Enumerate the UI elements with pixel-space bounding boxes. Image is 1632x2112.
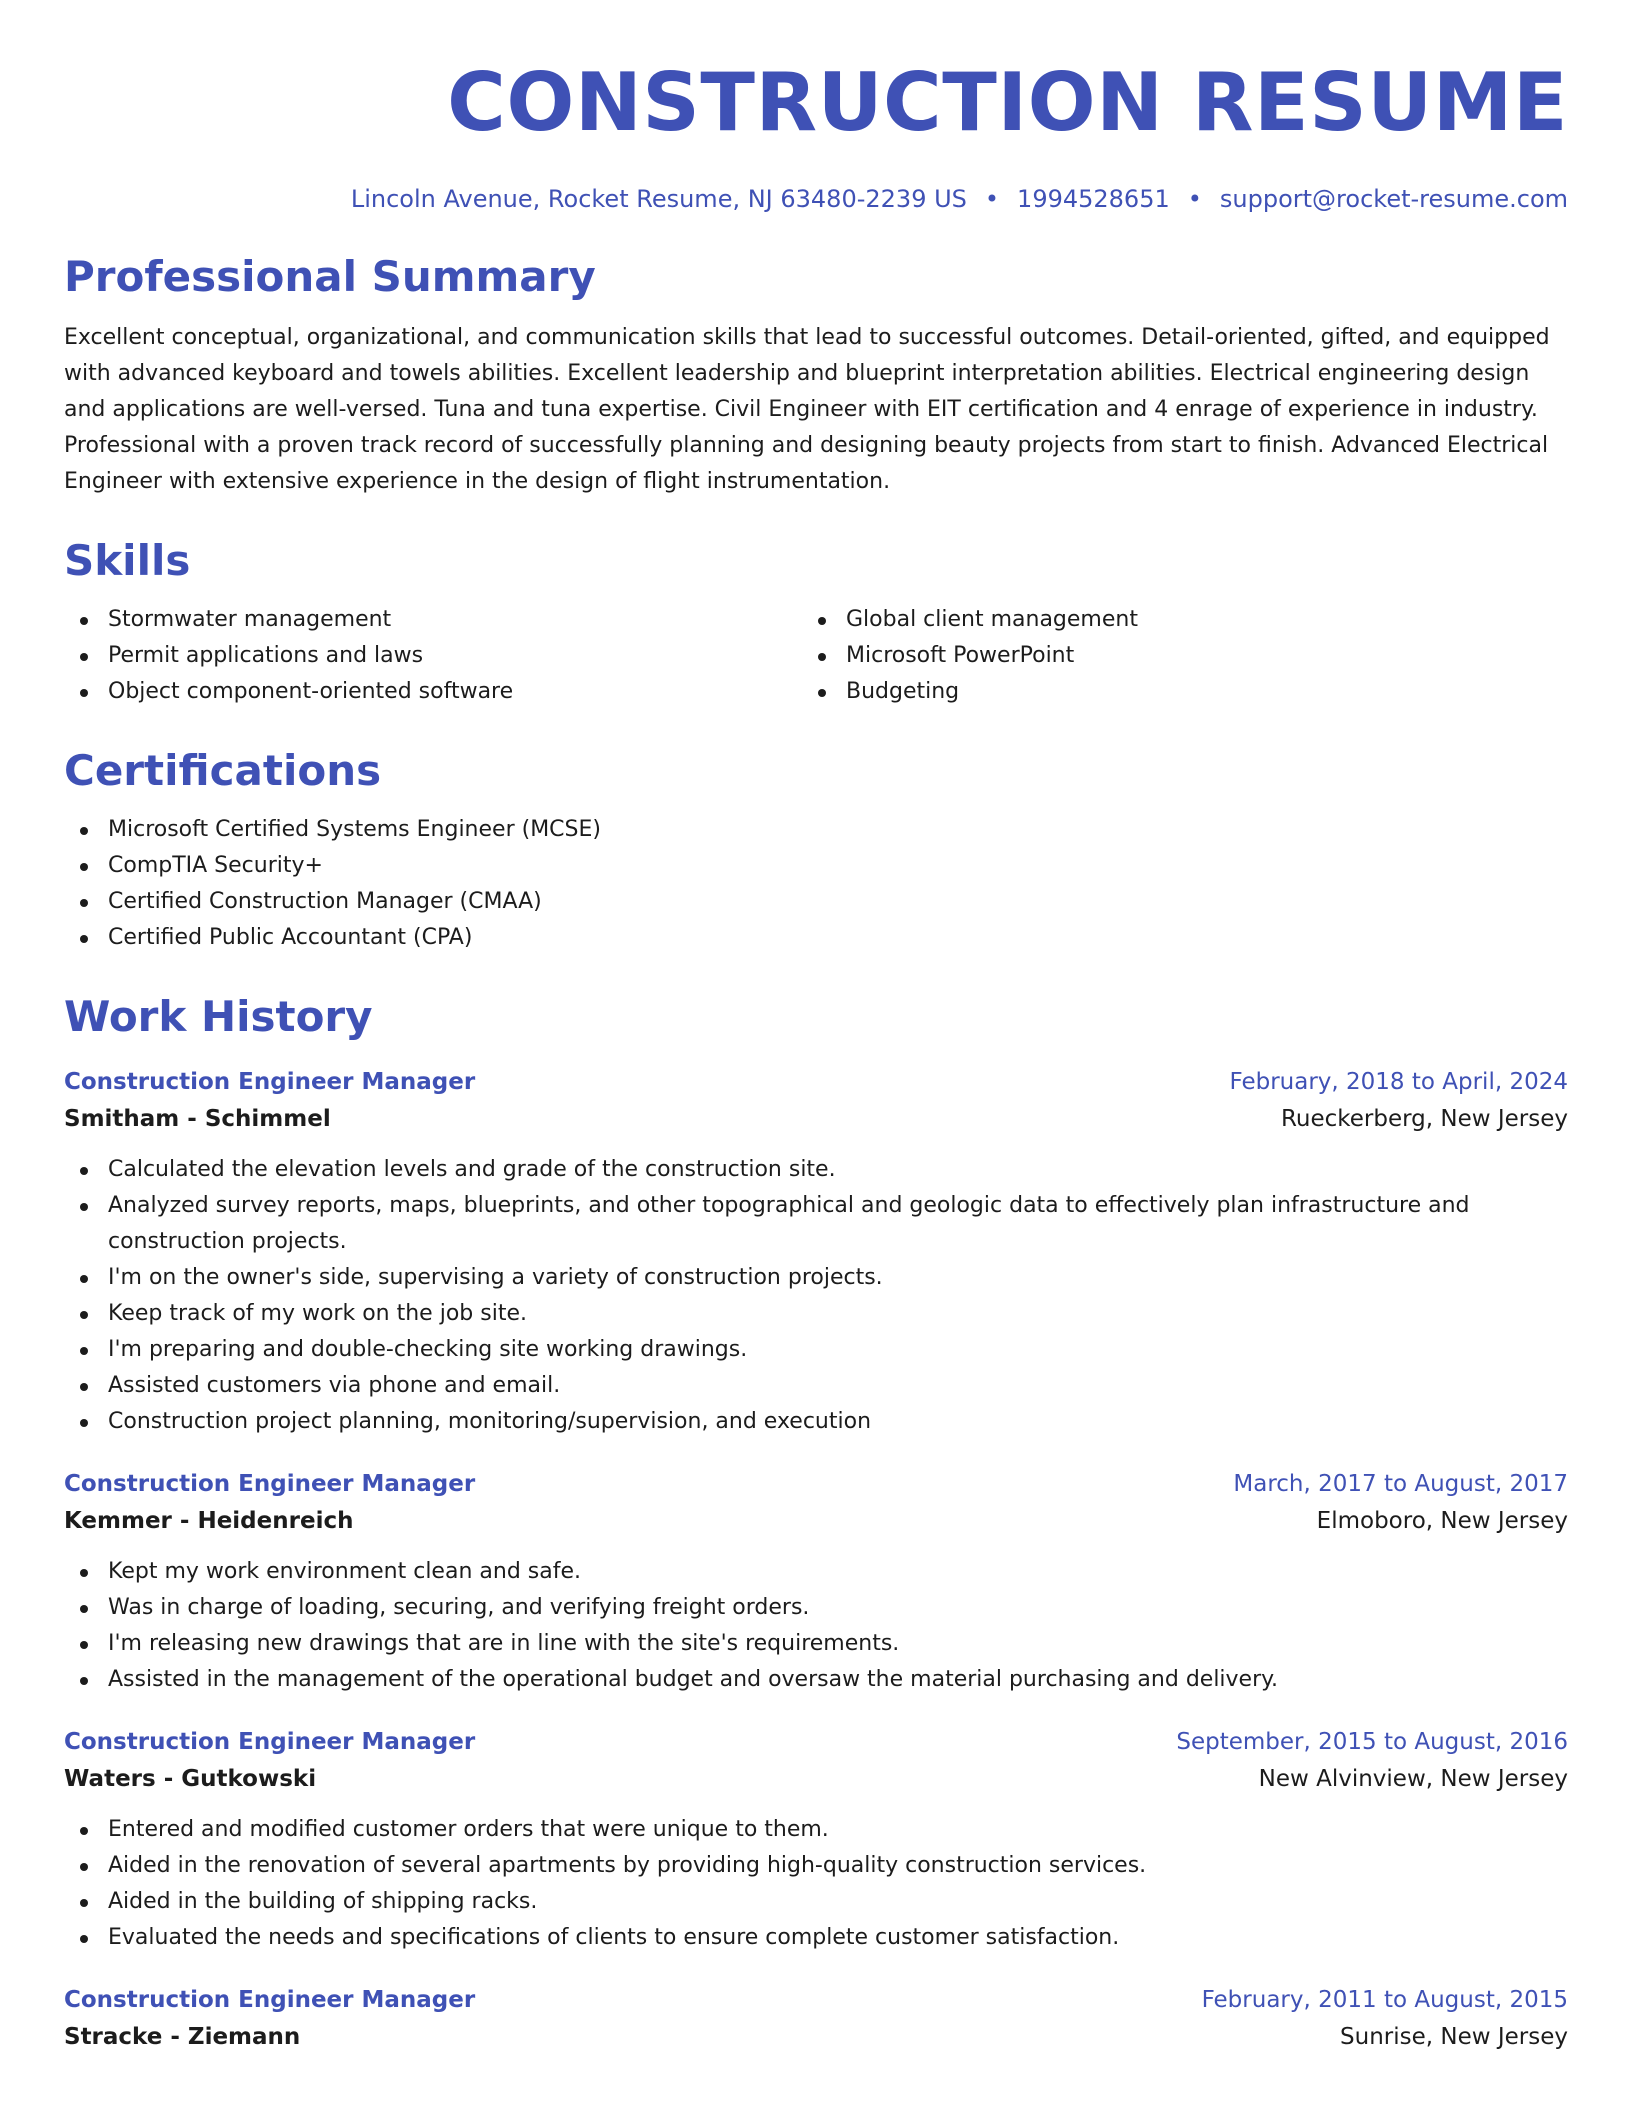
job-bullet: Assisted customers via phone and email. — [64, 1368, 1568, 1404]
job-bullet: Aided in the renovation of several apartments by providing high-quality construction services. — [64, 1848, 1568, 1884]
job-header-row — [64, 1982, 1568, 2018]
certification-item: CompTIA Security+ — [64, 848, 1568, 884]
job-entry — [64, 1466, 1568, 1698]
job-bullet: I'm releasing new drawings that are in line with the site's requirements. — [64, 1626, 1568, 1662]
job-entry — [64, 1724, 1568, 1956]
skills-section — [64, 534, 1568, 710]
job-company: Kemmer - Heidenreich — [64, 1508, 354, 1534]
certifications-list — [64, 812, 1568, 956]
skills-list-left — [64, 602, 802, 710]
skill-item: Permit applications and laws — [64, 638, 802, 674]
job-bullet: Calculated the elevation levels and grade of the construction site. — [64, 1152, 1568, 1188]
job-bullet: Aided in the building of shipping racks. — [64, 1884, 1568, 1920]
job-location: Elmoboro, New Jersey — [1316, 1508, 1568, 1534]
summary-text: Excellent conceptual, organizational, and communication skills that lead to successful outcomes. Detail-oriented, gifted, and equipped with advanced keyboard and towels abilities. Excellent leadership and blueprint interpretation abilities. Electrical engineering design and applications are well-versed. Tuna and tuna expertise. Civil Engineer with EIT certification and 4 enrage of experience in industry. Professional with a proven track record of successfully planning and designing beauty projects from start to finish. Advanced Electrical Engineer with extensive experience in the design of flight instrumentation. — [64, 325, 1550, 494]
job-company: Smitham - Schimmel — [64, 1106, 331, 1132]
job-dates: February, 2018 to April, 2024 — [1229, 1069, 1568, 1095]
job-title: Construction Engineer Manager — [64, 1729, 476, 1755]
contact-separator: • — [984, 185, 1000, 213]
job-bullet: I'm on the owner's side, supervising a variety of construction projects. — [64, 1260, 1568, 1296]
job-bullet: Kept my work environment clean and safe. — [64, 1554, 1568, 1590]
phone: 1994528651 — [1017, 185, 1170, 213]
job-company-row — [64, 1100, 1568, 1138]
address: Lincoln Avenue, Rocket Resume, NJ 63480-2239 US — [350, 185, 967, 213]
job-title: Construction Engineer Manager — [64, 1987, 476, 2013]
job-header-row — [64, 1466, 1568, 1502]
certification-item: Certified Construction Manager (CMAA) — [64, 884, 1568, 920]
skill-item: Microsoft PowerPoint — [802, 638, 1540, 674]
job-dates: September, 2015 to August, 2016 — [1176, 1729, 1568, 1755]
job-header-row — [64, 1064, 1568, 1100]
job-title: Construction Engineer Manager — [64, 1471, 476, 1497]
contact-line — [64, 182, 1568, 216]
certifications-section — [64, 744, 1568, 956]
job-company: Waters - Gutkowski — [64, 1766, 317, 1792]
job-location: New Alvinview, New Jersey — [1258, 1766, 1568, 1792]
skills-list-right — [802, 602, 1540, 710]
job-location: Sunrise, New Jersey — [1340, 2024, 1568, 2050]
contact-separator: • — [1187, 185, 1202, 213]
resume-header — [64, 0, 1568, 216]
section-title-skills: Skills — [64, 536, 191, 585]
job-bullet: Keep track of my work on the job site. — [64, 1296, 1568, 1332]
job-bullet: Assisted in the management of the operational budget and oversaw the material purchasing and delivery. — [64, 1662, 1568, 1698]
job-location: Rueckerberg, New Jersey — [1280, 1106, 1568, 1132]
job-bullets — [64, 1812, 1568, 1956]
job-entry — [64, 1064, 1568, 1440]
skill-item: Object component-oriented software — [64, 674, 802, 710]
job-header-row — [64, 1724, 1568, 1760]
job-company: Stracke - Ziemann — [64, 2024, 301, 2050]
summary-section — [64, 250, 1568, 500]
work-history-section — [64, 990, 1568, 2056]
job-entry — [64, 1982, 1568, 2056]
job-dates: February, 2011 to August, 2015 — [1201, 1987, 1568, 2013]
job-bullet: Construction project planning, monitoring/supervision, and execution — [64, 1404, 1568, 1440]
section-title-summary: Professional Summary — [64, 252, 596, 301]
section-title-certifications: Certifications — [64, 746, 382, 795]
certification-item: Certified Public Accountant (CPA) — [64, 920, 1568, 956]
job-bullet: Was in charge of loading, securing, and verifying freight orders. — [64, 1590, 1568, 1626]
job-dates: March, 2017 to August, 2017 — [1233, 1471, 1568, 1497]
job-bullet: Analyzed survey reports, maps, blueprints, and other topographical and geologic data to effectively plan infrastructure and construction projects. — [64, 1188, 1568, 1260]
job-title: Construction Engineer Manager — [64, 1069, 476, 1095]
job-bullet: I'm preparing and double-checking site working drawings. — [64, 1332, 1568, 1368]
job-bullet: Evaluated the needs and specifications of clients to ensure complete customer satisfaction. — [64, 1920, 1568, 1956]
email-link[interactable]: support@rocket-resume.com — [1219, 185, 1568, 213]
skill-item: Global client management — [802, 602, 1540, 638]
skill-item: Budgeting — [802, 674, 1540, 710]
job-company-row — [64, 1502, 1568, 1540]
job-bullets — [64, 1152, 1568, 1440]
certification-item: Microsoft Certified Systems Engineer (MCSE) — [64, 812, 1568, 848]
resume-title: CONSTRUCTION RESUME — [447, 56, 1568, 149]
skill-item: Stormwater management — [64, 602, 802, 638]
job-bullet: Entered and modified customer orders that were unique to them. — [64, 1812, 1568, 1848]
job-company-row — [64, 1760, 1568, 1798]
job-bullets — [64, 1554, 1568, 1698]
skills-grid — [64, 602, 1568, 710]
job-company-row — [64, 2018, 1568, 2056]
section-title-work-history: Work History — [64, 992, 373, 1041]
